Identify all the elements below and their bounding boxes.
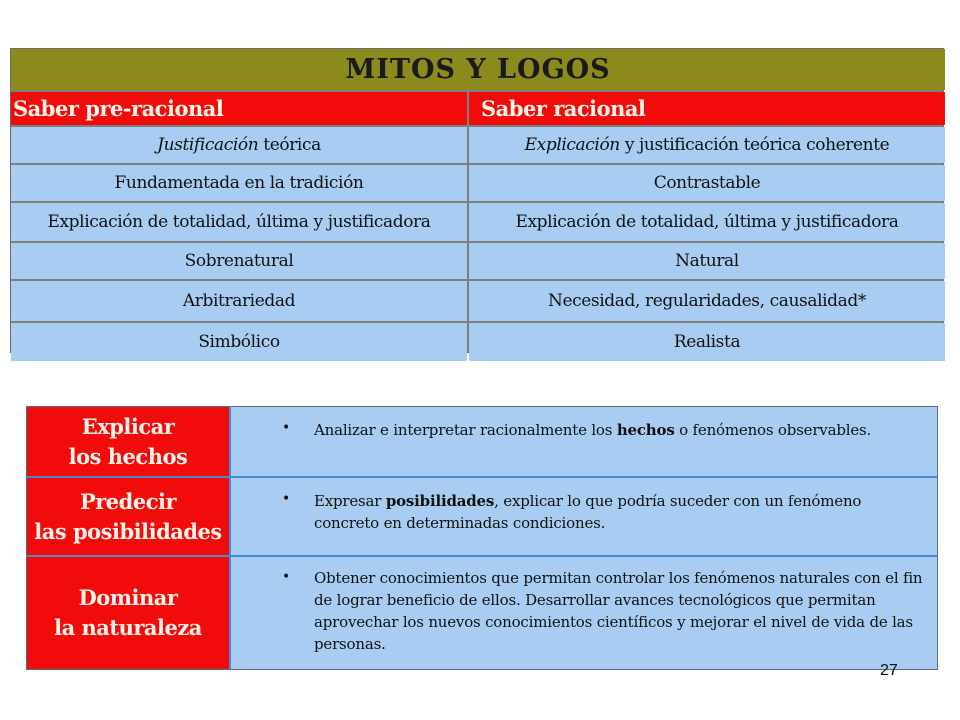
text-segment: Expresar <box>314 492 386 510</box>
cell-emphasis: Justificación <box>157 135 259 155</box>
cell-emphasis: Explicación <box>524 135 620 155</box>
table-cell: Necesidad, regularidades, causalidad* <box>469 281 945 321</box>
text-segment: Analizar e interpretar racionalmente los <box>314 421 617 439</box>
row-label <box>27 407 229 476</box>
row-body <box>231 407 937 476</box>
cell-text: teórica <box>258 135 321 155</box>
text-segment: Obtener conocimientos que permitan controlar los fenómenos naturales con el fin de lograr beneficio de ellos. Desarrollar avances tecnológicos que permitan aprovechar los nuevos conocimientos científicos y mejorar el nivel de vida de las personas. <box>314 569 923 653</box>
row-text <box>314 419 925 441</box>
table-cell: Natural <box>469 243 945 279</box>
table-cell: Explicación de totalidad, última y justificadora <box>11 203 467 241</box>
table-cell: Explicación de totalidad, última y justificadora <box>469 203 945 241</box>
row-body <box>231 478 937 555</box>
text-bold: hechos <box>616 421 675 439</box>
table-cell: Realista <box>469 323 945 361</box>
header-racional: Saber racional <box>469 92 945 125</box>
bullet-icon: • <box>282 569 291 585</box>
text-segment: , explicar lo que podría suceder con un fenómeno concreto en determinadas condiciones. <box>314 492 862 532</box>
row-label-line: los hechos <box>68 443 188 469</box>
table-cell: Fundamentada en la tradición <box>11 165 467 201</box>
cell-text: y justificación teórica coherente <box>619 135 890 155</box>
text-bold: posibilidades <box>385 492 495 510</box>
bullet-icon: • <box>282 420 291 436</box>
row-label <box>27 557 229 669</box>
table-row <box>27 557 937 669</box>
row-text <box>314 567 925 655</box>
table-cell <box>469 127 945 163</box>
row-label-line: Predecir <box>79 488 177 514</box>
header-pre-racional: Saber pre-racional <box>11 92 467 125</box>
table-cell: Sobrenatural <box>11 243 467 279</box>
row-label-line: Explicar <box>81 413 175 439</box>
row-body <box>231 557 937 669</box>
row-label-line: la naturaleza <box>54 615 202 640</box>
objectives-table <box>26 406 938 670</box>
row-label-line: Dominar <box>78 585 178 610</box>
row-label-line: las posibilidades <box>34 518 222 544</box>
text-segment: o fenómenos observables. <box>674 421 872 439</box>
table-cell: Contrastable <box>469 165 945 201</box>
table-cell: Simbólico <box>11 323 467 361</box>
table-row <box>27 407 937 476</box>
mitos-logos-table <box>10 48 944 353</box>
table-cell <box>11 127 467 163</box>
table-row <box>27 478 937 555</box>
table-cell: Arbitrariedad <box>11 281 467 321</box>
bullet-icon: • <box>282 491 291 507</box>
row-text <box>314 490 925 534</box>
row-label <box>27 478 229 555</box>
page-number: 27 <box>880 662 898 679</box>
table-title: MITOS Y LOGOS <box>11 49 945 90</box>
